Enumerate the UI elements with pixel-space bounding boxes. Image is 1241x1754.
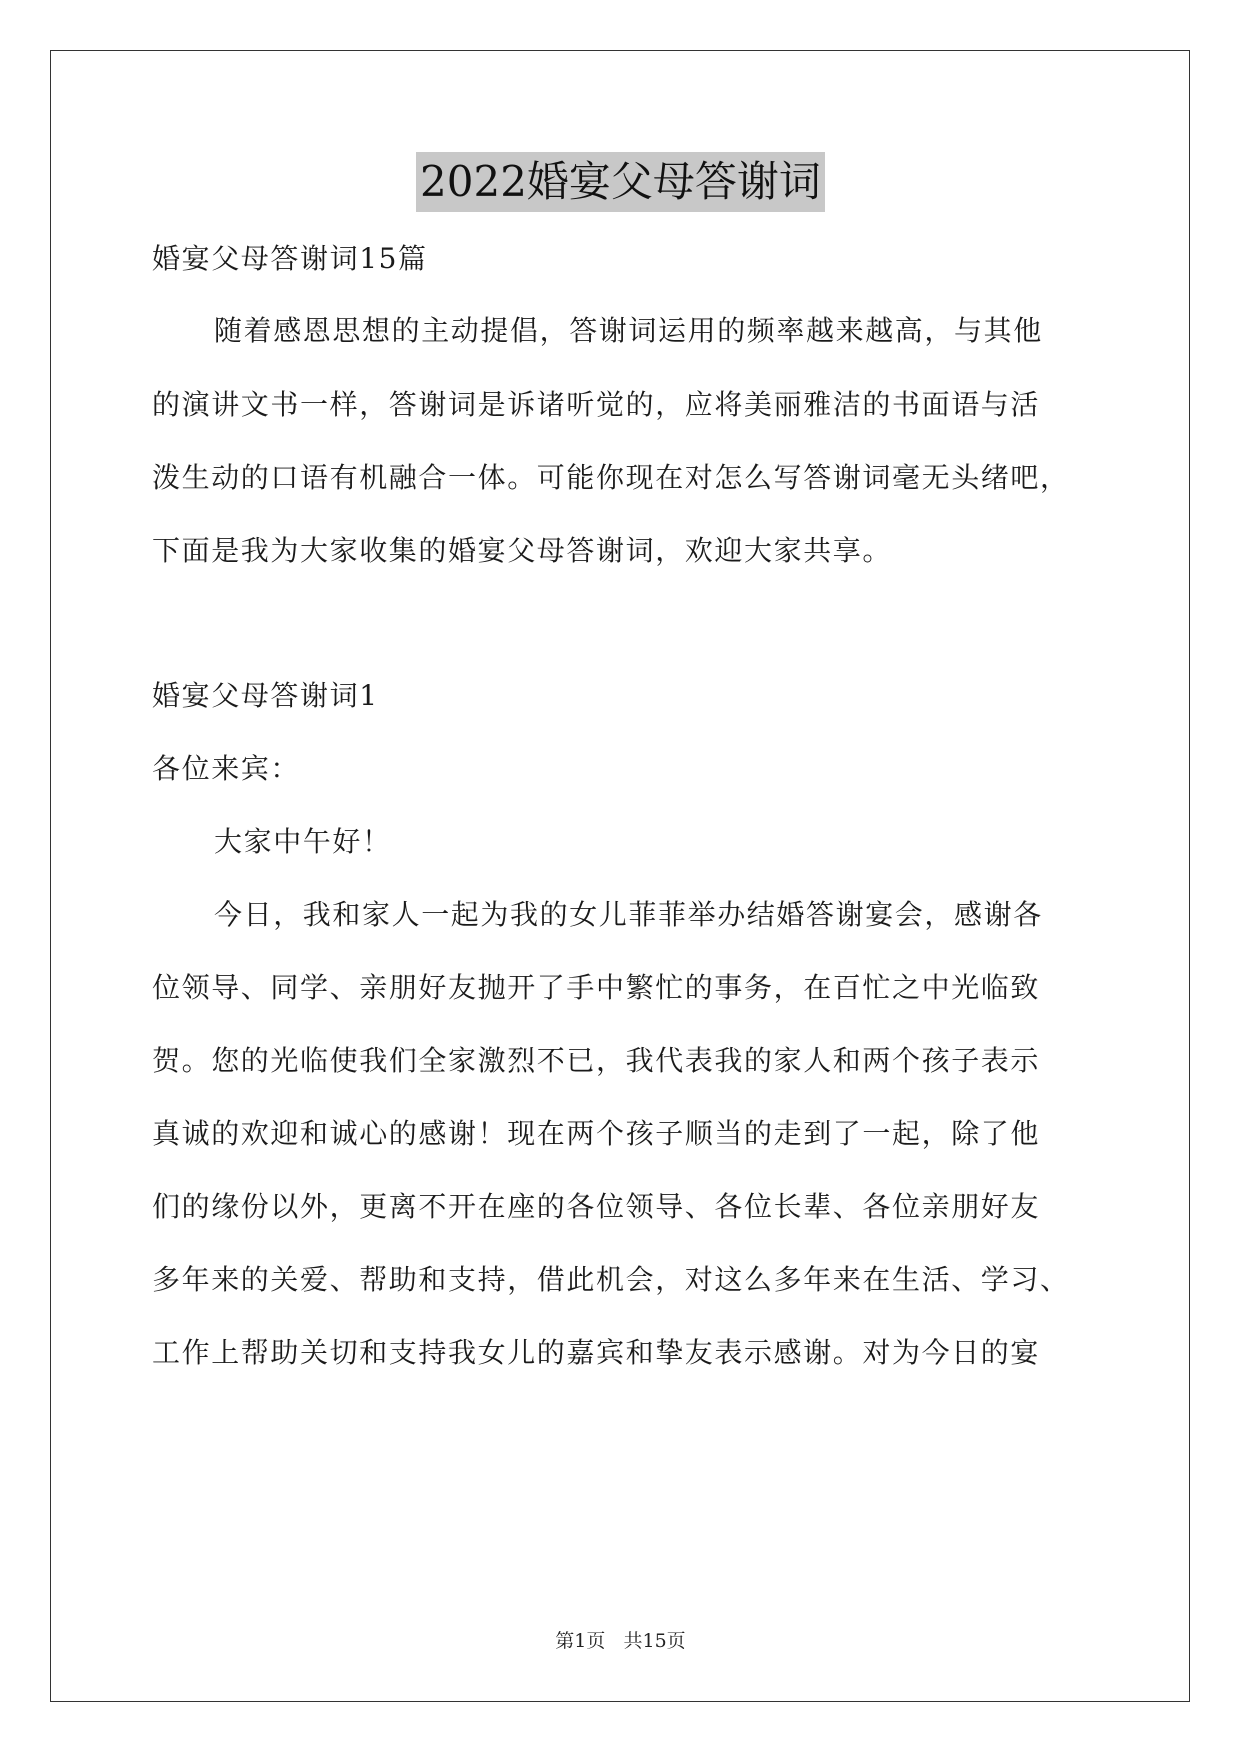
paragraph-line[interactable]: 泼生动的口语有机融合一体。可能你现在对怎么写答谢词毫无头绪吧，: [152, 461, 1070, 494]
paragraph-line[interactable]: 们的缘份以外，更离不开在座的各位领导、各位长辈、各位亲朋好友: [152, 1190, 1041, 1223]
page-number-footer: 第1页 共15页: [555, 1630, 686, 1652]
page-border: [50, 50, 1190, 1702]
paragraph-line[interactable]: 多年来的关爱、帮助和支持，借此机会，对这么多年来在生活、学习、: [152, 1263, 1070, 1296]
paragraph-line[interactable]: 贺。您的光临使我们全家激烈不已，我代表我的家人和两个孩子表示: [152, 1044, 1041, 1077]
greeting[interactable]: 大家中午好！: [214, 825, 392, 858]
paragraph-line[interactable]: 今日，我和家人一起为我的女儿菲菲举办结婚答谢宴会，感谢各: [214, 898, 1043, 931]
title-container: [0, 152, 1241, 212]
paragraph-line[interactable]: 位领导、同学、亲朋好友抛开了手中繁忙的事务，在百忙之中光临致: [152, 971, 1041, 1004]
salutation[interactable]: 各位来宾：: [152, 752, 301, 785]
paragraph-line[interactable]: 随着感恩思想的主动提倡，答谢词运用的频率越来越高，与其他: [214, 314, 1043, 347]
paragraph-line[interactable]: 工作上帮助关切和支持我女儿的嘉宾和挚友表示感谢。对为今日的宴: [152, 1336, 1041, 1369]
document-title[interactable]: 2022婚宴父母答谢词: [416, 152, 825, 212]
paragraph-line[interactable]: 的演讲文书一样，答谢词是诉诸听觉的，应将美丽雅洁的书面语与活: [152, 388, 1041, 421]
subtitle[interactable]: 婚宴父母答谢词15篇: [152, 242, 428, 275]
paragraph-line[interactable]: 真诚的欢迎和诚心的感谢！现在两个孩子顺当的走到了一起，除了他: [152, 1117, 1041, 1150]
section-heading[interactable]: 婚宴父母答谢词1: [152, 679, 379, 712]
paragraph-line[interactable]: 下面是我为大家收集的婚宴父母答谢词，欢迎大家共享。: [152, 534, 893, 567]
